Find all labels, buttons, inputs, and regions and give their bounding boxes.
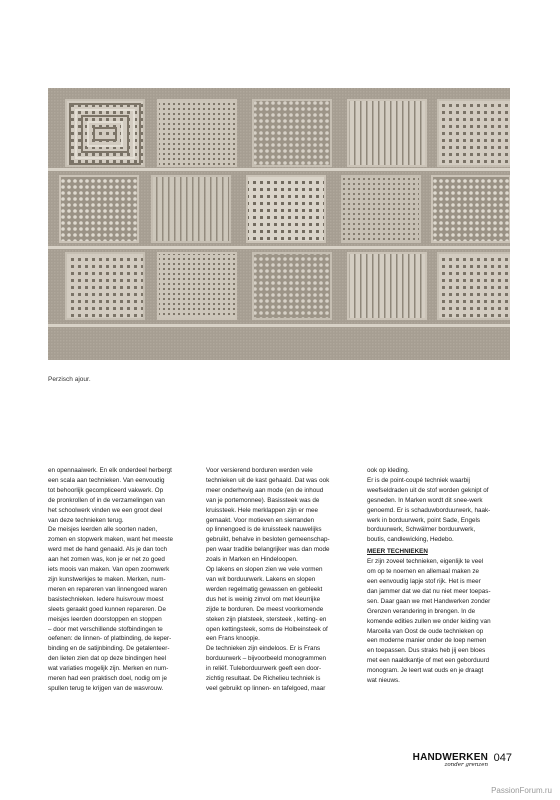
column-3-text-continued: Er zijn zoveel technieken, eigenlijk te veel om op te noemen en allemaal maken ze een eenvoudig lapje stof rijk. Het is meer dan jammer dat we dat nu niet meer toepas- sen. Daar gaan we met Handwerken zonder Grenzen verandering in brengen. In de komende edities zullen we onder leiding van Marcella van Oost de oude technieken op een moderne manier onder de loep nemen en toepassen. Dus straks heb jij een bloes met een naaldkantje of met een geborduurd monogram. Je leert wat ouds en je draagt wat nieuws.: [367, 558, 491, 685]
section-heading: MEER TECHNIEKEN: [367, 548, 428, 556]
embroidery-square: [438, 100, 510, 166]
embroidery-square: [158, 253, 236, 319]
drawn-thread-line: [48, 246, 510, 249]
embroidery-square: [253, 100, 331, 166]
embroidery-square: [348, 253, 426, 319]
magazine-logo: [413, 752, 488, 768]
embroidery-square: [432, 176, 510, 242]
photo-caption: Perzisch ajour.: [48, 376, 91, 383]
embroidery-square: [438, 253, 510, 319]
brand-name: HANDWERKEN: [412, 752, 488, 763]
embroidery-photo: [48, 88, 510, 360]
drawn-thread-line: [48, 168, 510, 171]
drawn-thread-line: [48, 324, 510, 327]
embroidery-square: [348, 100, 426, 166]
embroidery-square: [158, 100, 236, 166]
page-number: 047: [493, 752, 512, 764]
embroidery-square: [152, 176, 230, 242]
brand-subtitle: zonder grenzen: [444, 762, 488, 768]
text-column-3: [367, 466, 517, 686]
watermark: PassionForum.ru: [491, 786, 552, 795]
column-3-text: ook op kleding. Er is de point-coupé techniek waarbij weefseldraden uit de stof worden geknipt of gesneden. In Marken wordt dit snee-werk genoemd. Er is schaduwborduurwerk, haak- werk in borduurwerk, point Sade, Engels borduurwerk, Schwälmer borduurwerk, boutis, candlewicking, Hedebo.: [367, 467, 491, 544]
sampler-grid: [48, 100, 510, 327]
text-column-1: [48, 466, 198, 694]
linen-sampler-image: [48, 88, 510, 360]
column-2-text: Voor versierend borduren werden vele technieken uit de kast gehaald. Dat was ook meer onderhevig aan mode (en de inhoud van je portemonnee). Basissteek was de kruissteek. Hele merklappen zijn er mee gemaakt. Voor motieven en sierranden op linnengoed is de kruissteek nauwelijks gebruikt, behalve in besloten gemeenschap- pen waar traditie belangrijker was dan mode zoals in Marken en Hindeloopen. Op lakens en slopen zien we vele vormen van wit borduurwerk. Lakens en slopen werden regelmatig gewassen en gebleekt dus het is weinig zinvol om met kleurrijke zijde te borduren. De meest voorkomende steken zijn platsteek, stersteek , ketting- en open kettingsteek, soms de Holbeinsteek of een Frans knoopje. De technieken zijn eindeloos. Er is Frans borduurwerk – bijvoorbeeld monogrammen in reliëf. Tuleborduurwerk geeft een door- zichtig resultaat. De Richelieu techniek is veel gebruikt op linnen- en tafelgoed, maar: [206, 467, 330, 692]
embroidery-square: [66, 253, 144, 319]
embroidery-square: [342, 176, 420, 242]
embroidery-square: [247, 176, 325, 242]
text-column-2: [206, 466, 356, 694]
column-1-text: en opennaaiwerk. En elk onderdeel herbergt een scala aan technieken. Van eenvoudig tot behoorlijk gecompliceerd vakwerk. Op de pronkrollen of in de verzamelingen van het schoolwerk vinden we een groot deel van deze technieken terug. De meisjes leerden alle soorten naden, zomen en stopwerk maken, want het meeste werd met de hand genaaid. Als je dan toch aan het zomen was, kon je er net zo goed iets moois van maken. Van open zoomwerk zijn kunstwerkjes te maken. Merken, num- meren en repareren van linnengoed waren basistechnieken. Iedere huisvrouw moest sleets geraakt goed kunnen repareren. De meisjes leerden doorstoppen en stoppen – door met verschillende stofbindingen te oefenen: de linnen- of platbinding, de keper- binding en de satijnbinding. De getalenteer- den lieten zien dat op deze bindingen heel wat variaties mogelijk zijn. Merken en num- meren had een praktisch doel, nodig om je spullen terug te krijgen van de wasvrouw.: [48, 467, 173, 692]
embroidery-square: [253, 253, 331, 319]
embroidery-square: [60, 176, 138, 242]
